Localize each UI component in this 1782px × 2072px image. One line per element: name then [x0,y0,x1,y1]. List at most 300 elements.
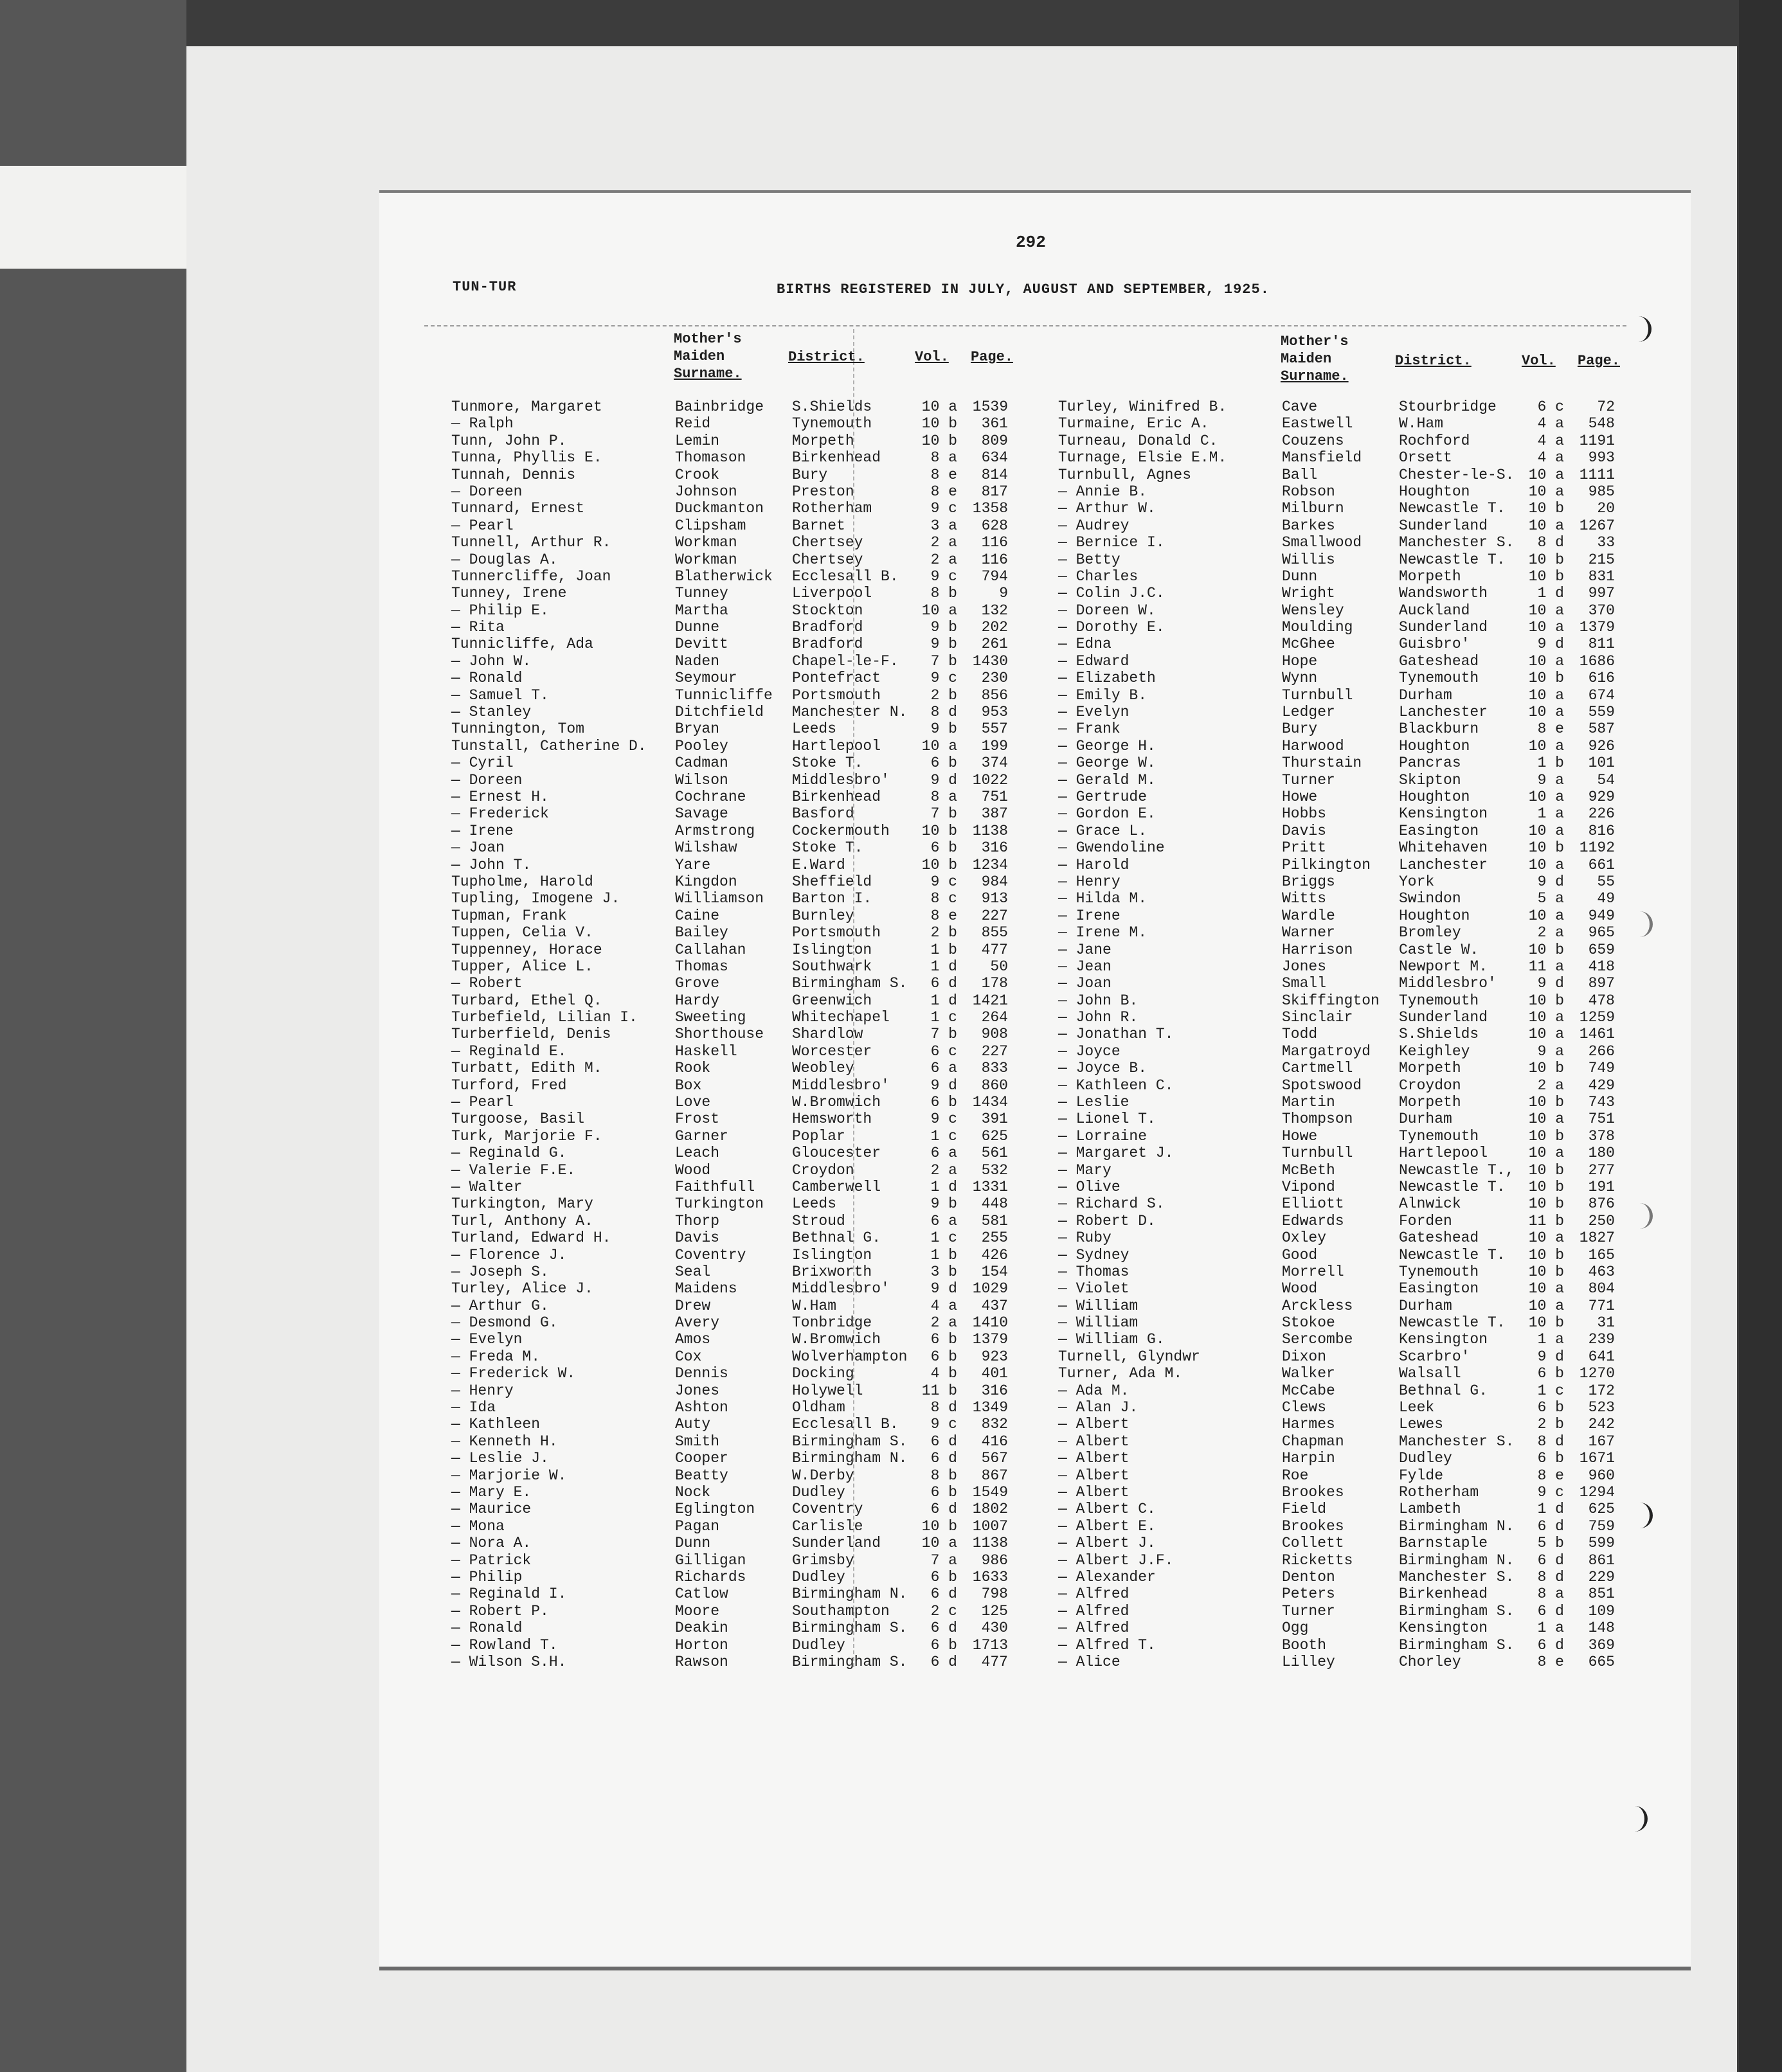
entry-page: 1294 [1579,1484,1615,1501]
entry-page: 628 [981,517,1008,534]
entry-name: — Robert D. [1058,1212,1156,1229]
list-item [451,1298,1017,1314]
entry-district: Sheffield [792,873,872,890]
list-item [451,1484,1017,1501]
entry-name: — Ernest H. [451,788,549,805]
entry-page: 851 [1588,1585,1615,1603]
entry-district: Brixworth [792,1263,872,1280]
list-item [1058,1009,1624,1026]
entry-volume: 4 a [1537,432,1564,449]
film-margin-left [0,0,186,2072]
list-item [1058,890,1624,907]
entry-name: — Alfred T. [1058,1636,1156,1654]
entry-mother-surname: Dunne [675,619,720,636]
entry-district: Rotherham [792,500,872,517]
entry-mother-surname: Gilligan [675,1551,746,1569]
entry-name: — Thomas [1058,1263,1130,1280]
entry-page: 33 [1597,534,1615,551]
entry-volume: 10 b [1528,1178,1564,1195]
entry-district: Lanchester [1399,704,1488,721]
list-item [1058,1298,1624,1314]
entry-volume: 9 b [930,619,957,636]
entry-name: Tuppenney, Horace [451,941,602,958]
entry-mother-surname: Pagan [675,1517,720,1535]
entry-mother-surname: Savage [675,805,728,823]
entry-name: — John W. [451,652,532,670]
entry-district: Castle W. [1399,941,1479,958]
entry-name: Tunstall, Catherine D. [451,737,647,755]
entry-mother-surname: Peters [1282,1585,1335,1603]
entry-name: — Philip E. [451,602,549,619]
entry-mother-surname: Couzens [1282,432,1344,449]
entry-volume: 6 d [1537,1551,1564,1569]
entry-name: — Sydney [1058,1246,1130,1264]
entry-volume: 9 c [930,567,957,585]
entry-district: Middlesbro' [792,771,890,789]
entry-mother-surname: Walker [1282,1365,1335,1382]
entry-volume: 10 b [921,432,957,449]
entry-mother-surname: Wilson [675,771,728,789]
list-item [451,636,1017,652]
entry-district: Portsmouth [792,924,881,942]
list-item [451,1552,1017,1569]
entry-mother-surname: Turner [1282,771,1335,789]
entry-page: 985 [1588,483,1615,500]
entry-name: — Alice [1058,1653,1120,1670]
section-code: TUN-TUR [453,279,517,295]
entry-page: 239 [1588,1331,1615,1348]
entry-mother-surname: Roe [1282,1467,1309,1484]
entry-page: 634 [981,449,1008,467]
entry-page: 448 [981,1195,1008,1213]
entry-name: — Pearl [451,1094,514,1111]
entry-mother-surname: Auty [675,1416,711,1433]
entry-volume: 6 b [930,755,957,772]
entry-name: Turmaine, Eric A. [1058,415,1209,433]
entry-page: 949 [1588,907,1615,924]
entry-district: Gateshead [1399,652,1479,670]
entry-district: Dudley [792,1568,845,1585]
entry-district: Scarbro' [1399,1348,1470,1365]
list-item [1058,517,1624,534]
entry-mother-surname: Dennis [675,1365,728,1382]
list-item [451,585,1017,602]
entry-name: — Margaret J. [1058,1145,1174,1162]
entry-name: — Grace L. [1058,822,1148,839]
entry-volume: 10 a [1528,822,1564,839]
list-item [1058,1569,1624,1585]
entry-district: Chertsey [792,534,863,551]
entry-page: 929 [1588,788,1615,805]
list-item [451,1264,1017,1280]
entry-name: — Doreen [451,771,523,789]
entry-page: 557 [981,720,1008,738]
entry-volume: 6 d [930,1620,957,1637]
entry-page: 759 [1588,1517,1615,1535]
entry-page: 125 [981,1602,1008,1620]
entry-volume: 9 c [930,1416,957,1433]
entry-mother-surname: Elliott [1282,1195,1344,1213]
entry-volume: 8 e [1537,1653,1564,1670]
entry-page: 1421 [972,992,1008,1009]
entry-district: Oldham [792,1399,845,1416]
entry-volume: 4 a [930,1297,957,1314]
list-item [451,1501,1017,1517]
header-district-left: District. [788,349,865,365]
entry-mother-surname: Cartmell [1282,1060,1353,1077]
entry-mother-surname: Vipond [1282,1178,1335,1195]
header-mother-left: Mother's Maiden Surname. [674,331,742,382]
list-item [451,1637,1017,1654]
list-item [451,873,1017,890]
list-item [451,1162,1017,1179]
entry-page: 1358 [972,500,1008,517]
entry-district: Newcastle T. [1399,551,1506,568]
list-item [451,619,1017,636]
list-item [451,467,1017,483]
entry-district: Durham [1399,686,1452,704]
entry-page: 226 [1588,805,1615,823]
entry-name: Turneau, Donald C. [1058,432,1218,449]
entry-name: — Colin J.C. [1058,585,1165,602]
entry-mother-surname: Workman [675,551,737,568]
list-item [451,415,1017,432]
entry-volume: 6 b [930,1348,957,1365]
entry-mother-surname: Seymour [675,670,737,687]
entry-page: 641 [1588,1348,1615,1365]
entry-district: Leeds [792,1195,837,1213]
entry-page: 1191 [1579,432,1615,449]
list-item [1058,857,1624,873]
entry-district: Camberwell [792,1178,881,1195]
entry-name: — Maurice [451,1501,532,1518]
list-item [1058,1026,1624,1042]
entry-volume: 6 d [930,975,957,992]
entry-volume: 4 a [1537,449,1564,467]
entry-page: 1633 [972,1568,1008,1585]
entry-volume: 1 b [1537,755,1564,772]
entry-district: Fylde [1399,1467,1444,1484]
entry-volume: 6 d [930,1433,957,1450]
entry-name: — Richard S. [1058,1195,1165,1213]
entry-volume: 10 b [1528,1263,1564,1280]
entry-volume: 10 a [1528,1026,1564,1043]
entry-page: 401 [981,1365,1008,1382]
entry-volume: 10 a [1528,517,1564,534]
entry-volume: 10 a [921,602,957,619]
entry-mother-surname: Smith [675,1433,720,1450]
entry-mother-surname: Skiffington [1282,992,1380,1009]
entry-district: Houghton [1399,788,1470,805]
entry-mother-surname: Harpin [1282,1450,1335,1467]
entry-mother-surname: Eglington [675,1501,755,1518]
entry-name: — Violet [1058,1280,1130,1298]
entry-mother-surname: Johnson [675,483,737,500]
list-item [451,772,1017,789]
list-item [1058,1229,1624,1246]
list-item [1058,907,1624,924]
list-item [1058,1450,1624,1467]
entry-district: Lambeth [1399,1501,1461,1518]
list-item [451,1179,1017,1195]
list-item [451,670,1017,686]
entry-mother-surname: Wynn [1282,670,1318,687]
entry-district: Auckland [1399,602,1470,619]
entry-page: 1827 [1579,1229,1615,1247]
entry-page: 109 [1588,1602,1615,1620]
entry-name: — Pearl [451,517,514,534]
entry-volume: 5 b [1537,1535,1564,1552]
entry-district: Weobley [792,1060,854,1077]
entry-page: 20 [1597,500,1615,517]
entry-mother-surname: Ogg [1282,1620,1309,1637]
entry-page: 1022 [972,771,1008,789]
entry-volume: 11 b [921,1382,957,1399]
entry-page: 101 [1588,755,1615,772]
entry-volume: 6 d [930,1585,957,1603]
entry-page: 1461 [1579,1026,1615,1043]
entry-page: 148 [1588,1620,1615,1637]
list-item [451,1314,1017,1331]
entry-district: Croydon [1399,1076,1461,1094]
entry-page: 266 [1588,1042,1615,1060]
entry-name: Tunnercliffe, Joan [451,567,611,585]
entry-district: Bromley [1399,924,1461,942]
entry-district: Tynemouth [1399,992,1479,1009]
entry-mother-surname: Williamson [675,890,764,907]
entry-district: Manchester S. [1399,534,1515,551]
entry-volume: 9 c [930,500,957,517]
entry-district: Newcastle T. [1399,1314,1506,1332]
entry-mother-surname: Armstrong [675,822,755,839]
list-item [1058,1314,1624,1331]
entry-district: S.Shields [1399,1026,1479,1043]
entry-page: 876 [1588,1195,1615,1213]
entry-mother-surname: Smallwood [1282,534,1362,551]
entry-mother-surname: Seal [675,1263,711,1280]
entry-volume: 2 a [930,1161,957,1179]
list-item [1058,755,1624,771]
entry-name: — George H. [1058,737,1156,755]
entry-district: Bethnal G. [792,1229,881,1247]
entry-volume: 10 b [1528,992,1564,1009]
list-item [451,1399,1017,1416]
entry-name: — Irene [1058,907,1120,924]
entry-volume: 8 c [930,890,957,907]
entry-district: Burnley [792,907,854,924]
entry-name: — Lorraine [1058,1127,1148,1145]
entry-name: — Albert E. [1058,1517,1156,1535]
entry-name: Turnell, Glyndwr [1058,1348,1200,1365]
entry-name: Turk, Marjorie F. [451,1127,602,1145]
entry-page: 625 [1588,1501,1615,1518]
entry-volume: 2 a [1537,924,1564,942]
entry-name: — Dorothy E. [1058,619,1165,636]
entry-name: — Albert [1058,1416,1130,1433]
entry-district: Sunderland [1399,517,1488,534]
entry-volume: 10 b [1528,1195,1564,1213]
list-item [451,1009,1017,1026]
entry-mother-surname: Nock [675,1484,711,1501]
entry-name: — Annie B. [1058,483,1148,500]
entry-district: W.Bromwich [792,1094,881,1111]
entry-name: — Joan [1058,975,1112,992]
entry-page: 997 [1588,585,1615,602]
entry-page: 416 [981,1433,1008,1450]
list-item [451,1603,1017,1620]
entry-volume: 10 b [1528,1094,1564,1111]
entry-mother-surname: McGhee [1282,636,1335,653]
entry-name: — Kathleen [451,1416,541,1433]
entry-name: Turnage, Elsie E.M. [1058,449,1227,467]
entry-name: Tunnell, Arthur R. [451,534,611,551]
entry-district: Docking [792,1365,854,1382]
entry-name: — Jane [1058,941,1112,958]
entry-name: — Bernice I. [1058,534,1165,551]
list-item [451,1043,1017,1060]
entry-page: 229 [1588,1568,1615,1585]
entry-page: 1549 [972,1484,1008,1501]
entry-page: 1111 [1579,466,1615,483]
entry-district: Stoke T. [792,755,863,772]
entry-name: — Florence J. [451,1246,567,1264]
entry-district: Barnstaple [1399,1535,1488,1552]
entry-district: Southampton [792,1602,890,1620]
entry-volume: 10 a [1528,483,1564,500]
entry-page: 674 [1588,686,1615,704]
entry-mother-surname: Thompson [1282,1111,1353,1128]
entry-mother-surname: McCabe [1282,1382,1335,1399]
entry-volume: 6 b [930,1568,957,1585]
entry-volume: 8 a [930,449,957,467]
entry-name: — Reginald I. [451,1585,567,1603]
entry-mother-surname: Willis [1282,551,1335,568]
entry-volume: 1 c [930,1127,957,1145]
entry-district: Morpeth [1399,1094,1461,1111]
entry-district: Lewes [1399,1416,1444,1433]
entry-name: Turbefield, Lilian I. [451,1009,638,1026]
entry-page: 116 [981,534,1008,551]
entry-mother-surname: Wright [1282,585,1335,602]
entry-mother-surname: Todd [1282,1026,1318,1043]
list-item [451,517,1017,534]
entry-volume: 9 b [930,636,957,653]
entry-volume: 10 a [1528,1111,1564,1128]
entry-mother-surname: Martha [675,602,728,619]
entry-volume: 9 c [1537,1484,1564,1501]
entry-volume: 10 a [921,737,957,755]
list-item [451,483,1017,500]
list-item [1058,789,1624,805]
list-item [1058,1416,1624,1433]
list-item [451,1348,1017,1365]
entry-name: — Evelyn [451,1331,523,1348]
entry-mother-surname: Box [675,1076,702,1094]
list-item [1058,1654,1624,1670]
entry-name: Turland, Edward H. [451,1229,611,1247]
entry-page: 180 [1588,1145,1615,1162]
list-item [451,568,1017,585]
entry-name: — Frank [1058,720,1120,738]
entry-mother-surname: Catlow [675,1585,728,1603]
entry-district: Morpeth [1399,567,1461,585]
list-item [1058,992,1624,1009]
entry-page: 387 [981,805,1008,823]
list-item [451,890,1017,907]
entry-name: Turley, Alice J. [451,1280,593,1298]
entry-name: — Gerald M. [1058,771,1156,789]
entry-page: 548 [1588,415,1615,433]
entry-volume: 10 a [1528,788,1564,805]
entry-volume: 9 a [1537,1042,1564,1060]
entry-mother-surname: Grove [675,975,720,992]
entry-district: Skipton [1399,771,1461,789]
entry-volume: 6 d [1537,1517,1564,1535]
entry-page: 316 [981,839,1008,857]
entry-mother-surname: Thurstain [1282,755,1362,772]
entry-mother-surname: Caine [675,907,720,924]
entry-volume: 9 d [1537,1348,1564,1365]
list-item [1058,398,1624,415]
entry-name: — John T. [451,856,532,873]
entry-volume: 8 e [1537,1467,1564,1484]
entry-page: 616 [1588,670,1615,687]
entry-volume: 2 c [930,1602,957,1620]
list-item [451,1450,1017,1467]
entry-district: Gateshead [1399,1229,1479,1247]
entry-page: 581 [981,1212,1008,1229]
entry-volume: 10 a [1528,1145,1564,1162]
entry-volume: 1 c [930,1229,957,1247]
list-item [451,924,1017,941]
entry-mother-surname: Amos [675,1331,711,1348]
entry-name: — Audrey [1058,517,1130,534]
list-item [1058,433,1624,449]
entry-page: 418 [1588,958,1615,975]
list-item [451,1569,1017,1585]
list-item [451,1229,1017,1246]
entry-volume: 10 b [921,856,957,873]
entry-page: 965 [1588,924,1615,942]
list-item [451,602,1017,619]
entry-volume: 2 b [930,924,957,942]
entry-volume: 2 a [930,551,957,568]
list-item [1058,738,1624,755]
entry-volume: 6 b [1537,1399,1564,1416]
entry-page: 1430 [972,652,1008,670]
entry-district: Islington [792,941,872,958]
list-item [451,975,1017,992]
list-item [1058,1467,1624,1484]
entry-name: — Arthur W. [1058,500,1156,517]
entry-page: 661 [1588,856,1615,873]
entry-mother-surname: Bury [1282,720,1318,738]
entry-name: Tunnah, Dennis [451,466,576,483]
list-item [451,1382,1017,1399]
entry-page: 165 [1588,1246,1615,1264]
right-entries-list [1058,398,1624,1670]
list-item [1058,720,1624,737]
entry-volume: 5 a [1537,890,1564,907]
header-district-right: District. [1395,353,1472,369]
entry-district: Gloucester [792,1145,881,1162]
entry-district: W.Bromwich [792,1331,881,1348]
entry-district: Middlesbro' [792,1280,890,1298]
entry-name: — Emily B. [1058,686,1148,704]
list-item [1058,1280,1624,1297]
entry-mother-surname: Bainbridge [675,398,764,415]
entry-name: — Henry [1058,873,1120,890]
